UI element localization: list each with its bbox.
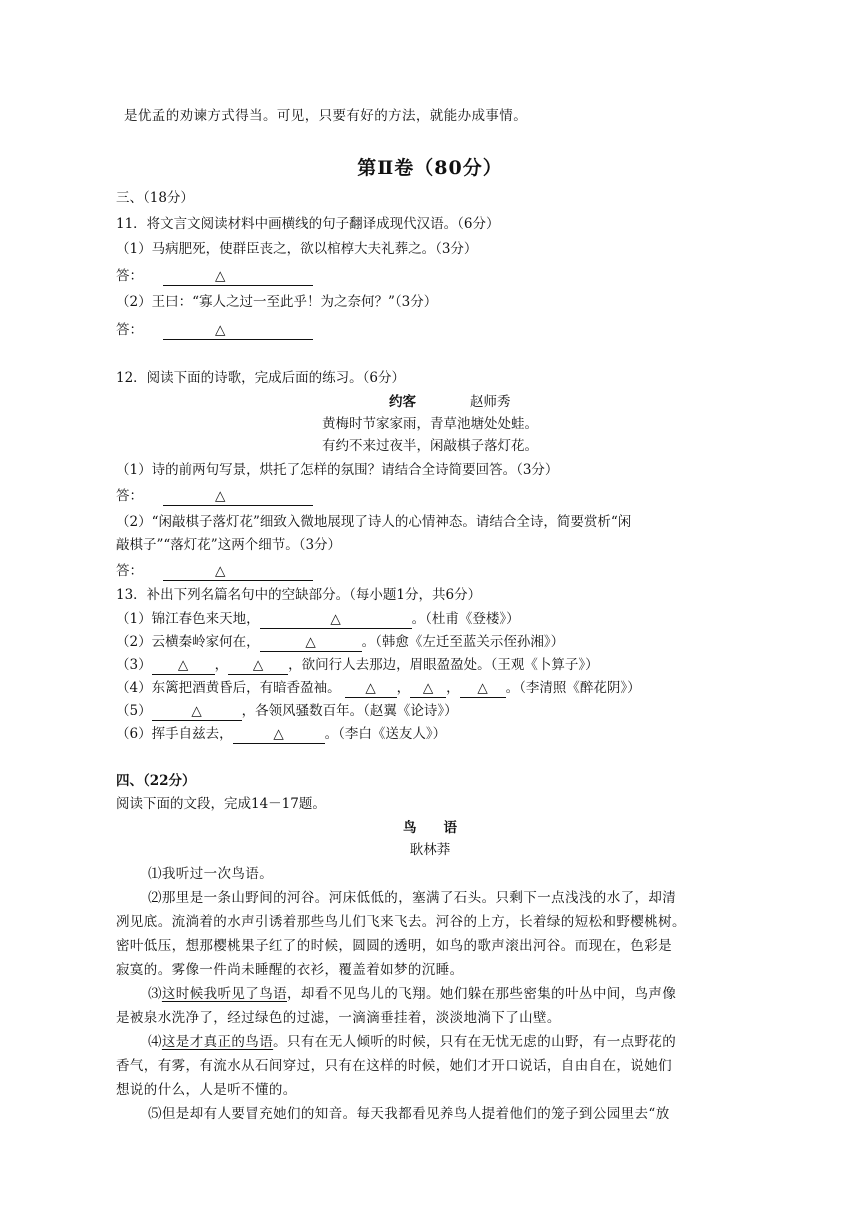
- fill-in-2-prefix: （2）云横秦岭家何在，: [116, 634, 260, 650]
- poem-title: [389, 392, 511, 412]
- section-4-intro: 阅读下面的文段，完成14－17题。: [116, 796, 326, 812]
- fill-in-2: [116, 632, 564, 652]
- fill-in-4-prefix: （4）东篱把酒黄昏后，有暗香盈袖。: [116, 680, 341, 696]
- answer-line: [116, 486, 313, 506]
- triangle-mark: △: [273, 726, 284, 742]
- fill-blank[interactable]: [228, 657, 288, 675]
- fill-in-6: [116, 724, 446, 744]
- fill-in-1: [116, 609, 520, 629]
- fill-in-6-prefix: （6）挥手自兹去，: [116, 726, 233, 742]
- poem-author: 赵师秀: [470, 394, 511, 410]
- triangle-mark: △: [215, 322, 226, 338]
- answer-label: 答：: [116, 322, 143, 338]
- answer-label: 答：: [116, 563, 143, 579]
- question-11-sub-2: （2）王曰：“寡人之过一至此乎！为之奈何？”（3分）: [116, 294, 438, 310]
- fill-blank[interactable]: [345, 680, 397, 698]
- fill-in-5-suffix: ，各领风骚数百年。（赵翼《论诗》）: [241, 703, 458, 719]
- article-author: 耿林莽: [409, 842, 451, 858]
- paragraph-4-line-1: [148, 1032, 676, 1052]
- paragraph-2-line-4: 寂寞的。雾像一件尚未睡醒的衣衫，覆盖着如梦的沉睡。: [116, 962, 464, 978]
- paragraph-4-line-2: 香气，有雾，有流水从石间穿过，只有在这样的时候，她们才开口说话，自由自在，说她们: [116, 1058, 672, 1074]
- article-title: 鸟 语: [403, 820, 457, 836]
- fill-blank[interactable]: [260, 634, 362, 652]
- paragraph-3-line-2: 是被泉水洗净了，经过绿色的过滤，一滴滴垂挂着，淡淡地淌下了山壁。: [116, 1010, 561, 1026]
- answer-blank[interactable]: [163, 563, 313, 581]
- poem-line-2: 有约不来过夜半，闲敲棋子落灯花。: [322, 438, 538, 454]
- fill-in-5-prefix: （5）: [116, 703, 152, 719]
- question-12-sub-2-line-2: 敲棋子”“落灯花”这两个细节。（3分）: [116, 537, 342, 553]
- triangle-mark: △: [191, 703, 202, 719]
- answer-blank[interactable]: [163, 322, 313, 340]
- question-12-stem: 12．阅读下面的诗歌，完成后面的练习。（6分）: [116, 370, 406, 386]
- paragraph-2-line-1: ⑵那里是一条山野间的河谷。河床低低的，塞满了石头。只剩下一点浅浅的水了，却清: [148, 890, 677, 906]
- fill-in-6-suffix: 。（李白《送友人》）: [324, 726, 447, 742]
- paragraph-3-line-1: [148, 984, 676, 1004]
- question-13-stem: 13．补出下列名篇名句中的空缺部分。（每小题1分，共6分）: [116, 587, 482, 603]
- fill-in-3-suffix: ，欲问行人去那边，眉眼盈盈处。（王观《卜算子》）: [288, 657, 599, 673]
- poem-line-1: 黄梅时节家家雨，青草池塘处处蛙。: [322, 416, 538, 432]
- section-4-heading: 四、（22分）: [116, 773, 196, 789]
- answer-label: 答：: [116, 268, 143, 284]
- answer-blank[interactable]: [163, 488, 313, 506]
- answer-label: 答：: [116, 488, 143, 504]
- fill-in-3-prefix: （3）: [116, 657, 152, 673]
- underlined-sentence: 这是才真正的鸟语: [161, 1034, 274, 1050]
- fill-blank[interactable]: [233, 726, 325, 744]
- triangle-mark: △: [330, 611, 341, 627]
- paragraph-2-line-2: 冽见底。流淌着的水声引诱着那些鸟儿们飞来飞去。河谷的上方，长着绿的短松和野樱桃树。: [116, 914, 686, 930]
- paragraph-text: 。只有在无人倾听的时候，只有在无忧无虑的山野，有一点野花的: [273, 1034, 677, 1050]
- question-11-sub-1: （1）马病肥死，使群臣丧之，欲以棺椁大夫礼葬之。（3分）: [116, 241, 478, 257]
- fill-in-3: [116, 655, 599, 675]
- answer-blank[interactable]: [163, 268, 313, 286]
- section-3-heading: 三、（18分）: [116, 190, 194, 206]
- paragraph-text: ，却看不见鸟儿的飞翔。她们躲在那些密集的叶丛中间，鸟声像: [287, 986, 677, 1002]
- fill-in-5: [116, 701, 458, 721]
- triangle-mark: △: [422, 680, 434, 696]
- question-11-stem: 11．将文言文阅读材料中画横线的句子翻译成现代汉语。（6分）: [116, 216, 500, 232]
- triangle-mark: △: [252, 657, 264, 673]
- triangle-mark: △: [365, 680, 376, 696]
- previous-answer-tail: 是优孟的劝谏方式得当。可见，只要有好的方法，就能办成事情。: [124, 108, 528, 124]
- fill-blank[interactable]: [152, 657, 215, 675]
- poem-title-text: 约客: [389, 394, 416, 410]
- fill-in-4: [116, 678, 641, 698]
- triangle-mark: △: [215, 268, 226, 284]
- underlined-sentence: 这时候我听见了鸟语: [161, 986, 288, 1002]
- volume-title: 第Ⅱ卷（80分）: [357, 157, 503, 179]
- fill-blank[interactable]: [460, 680, 506, 698]
- answer-line: [116, 561, 313, 581]
- fill-in-2-suffix: 。（韩愈《左迁至蓝关示侄孙湘》）: [361, 634, 565, 650]
- fill-blank[interactable]: [152, 703, 242, 721]
- answer-line: [116, 320, 313, 340]
- triangle-mark: △: [177, 657, 189, 673]
- paragraph-4-line-3: 想说的什么，人是听不懂的。: [116, 1082, 297, 1098]
- question-12-sub-1: （1）诗的前两句写景，烘托了怎样的氛围？请结合全诗简要回答。（3分）: [116, 462, 559, 478]
- fill-in-1-prefix: （1）锦江春色来天地，: [116, 611, 260, 627]
- fill-blank[interactable]: [410, 680, 446, 698]
- paragraph-number: ⑷: [148, 1034, 162, 1050]
- fill-in-3-comma: ，: [214, 657, 229, 673]
- fill-in-4-suffix: 。（李清照《醉花阴》）: [505, 680, 641, 696]
- fill-blank[interactable]: [260, 611, 412, 629]
- fill-in-4-comma: ，: [396, 680, 411, 696]
- question-12-sub-2-line-1: （2）“闲敲棋子落灯花”细致入微地展现了诗人的心情神态。请结合全诗，简要赏析“闲: [116, 514, 632, 530]
- triangle-mark: △: [215, 563, 226, 579]
- paragraph-5-line-1: ⑸但是却有人要冒充她们的知音。每天我都看见养鸟人提着他们的笼子到公园里去“放: [148, 1106, 670, 1122]
- triangle-mark: △: [477, 680, 488, 696]
- triangle-mark: △: [305, 634, 316, 650]
- fill-in-1-suffix: 。（杜甫《登楼》）: [411, 611, 520, 627]
- fill-in-4-comma: ，: [446, 680, 460, 696]
- paragraph-number: ⑶: [148, 986, 162, 1002]
- triangle-mark: △: [215, 488, 226, 504]
- paragraph-1: ⑴我听过一次鸟语。: [148, 866, 274, 882]
- paragraph-2-line-3: 密叶低压，想那樱桃果子红了的时候，圆圆的透明，如鸟的歌声滚出河谷。而现在，色彩是: [116, 938, 672, 954]
- answer-line: [116, 266, 313, 286]
